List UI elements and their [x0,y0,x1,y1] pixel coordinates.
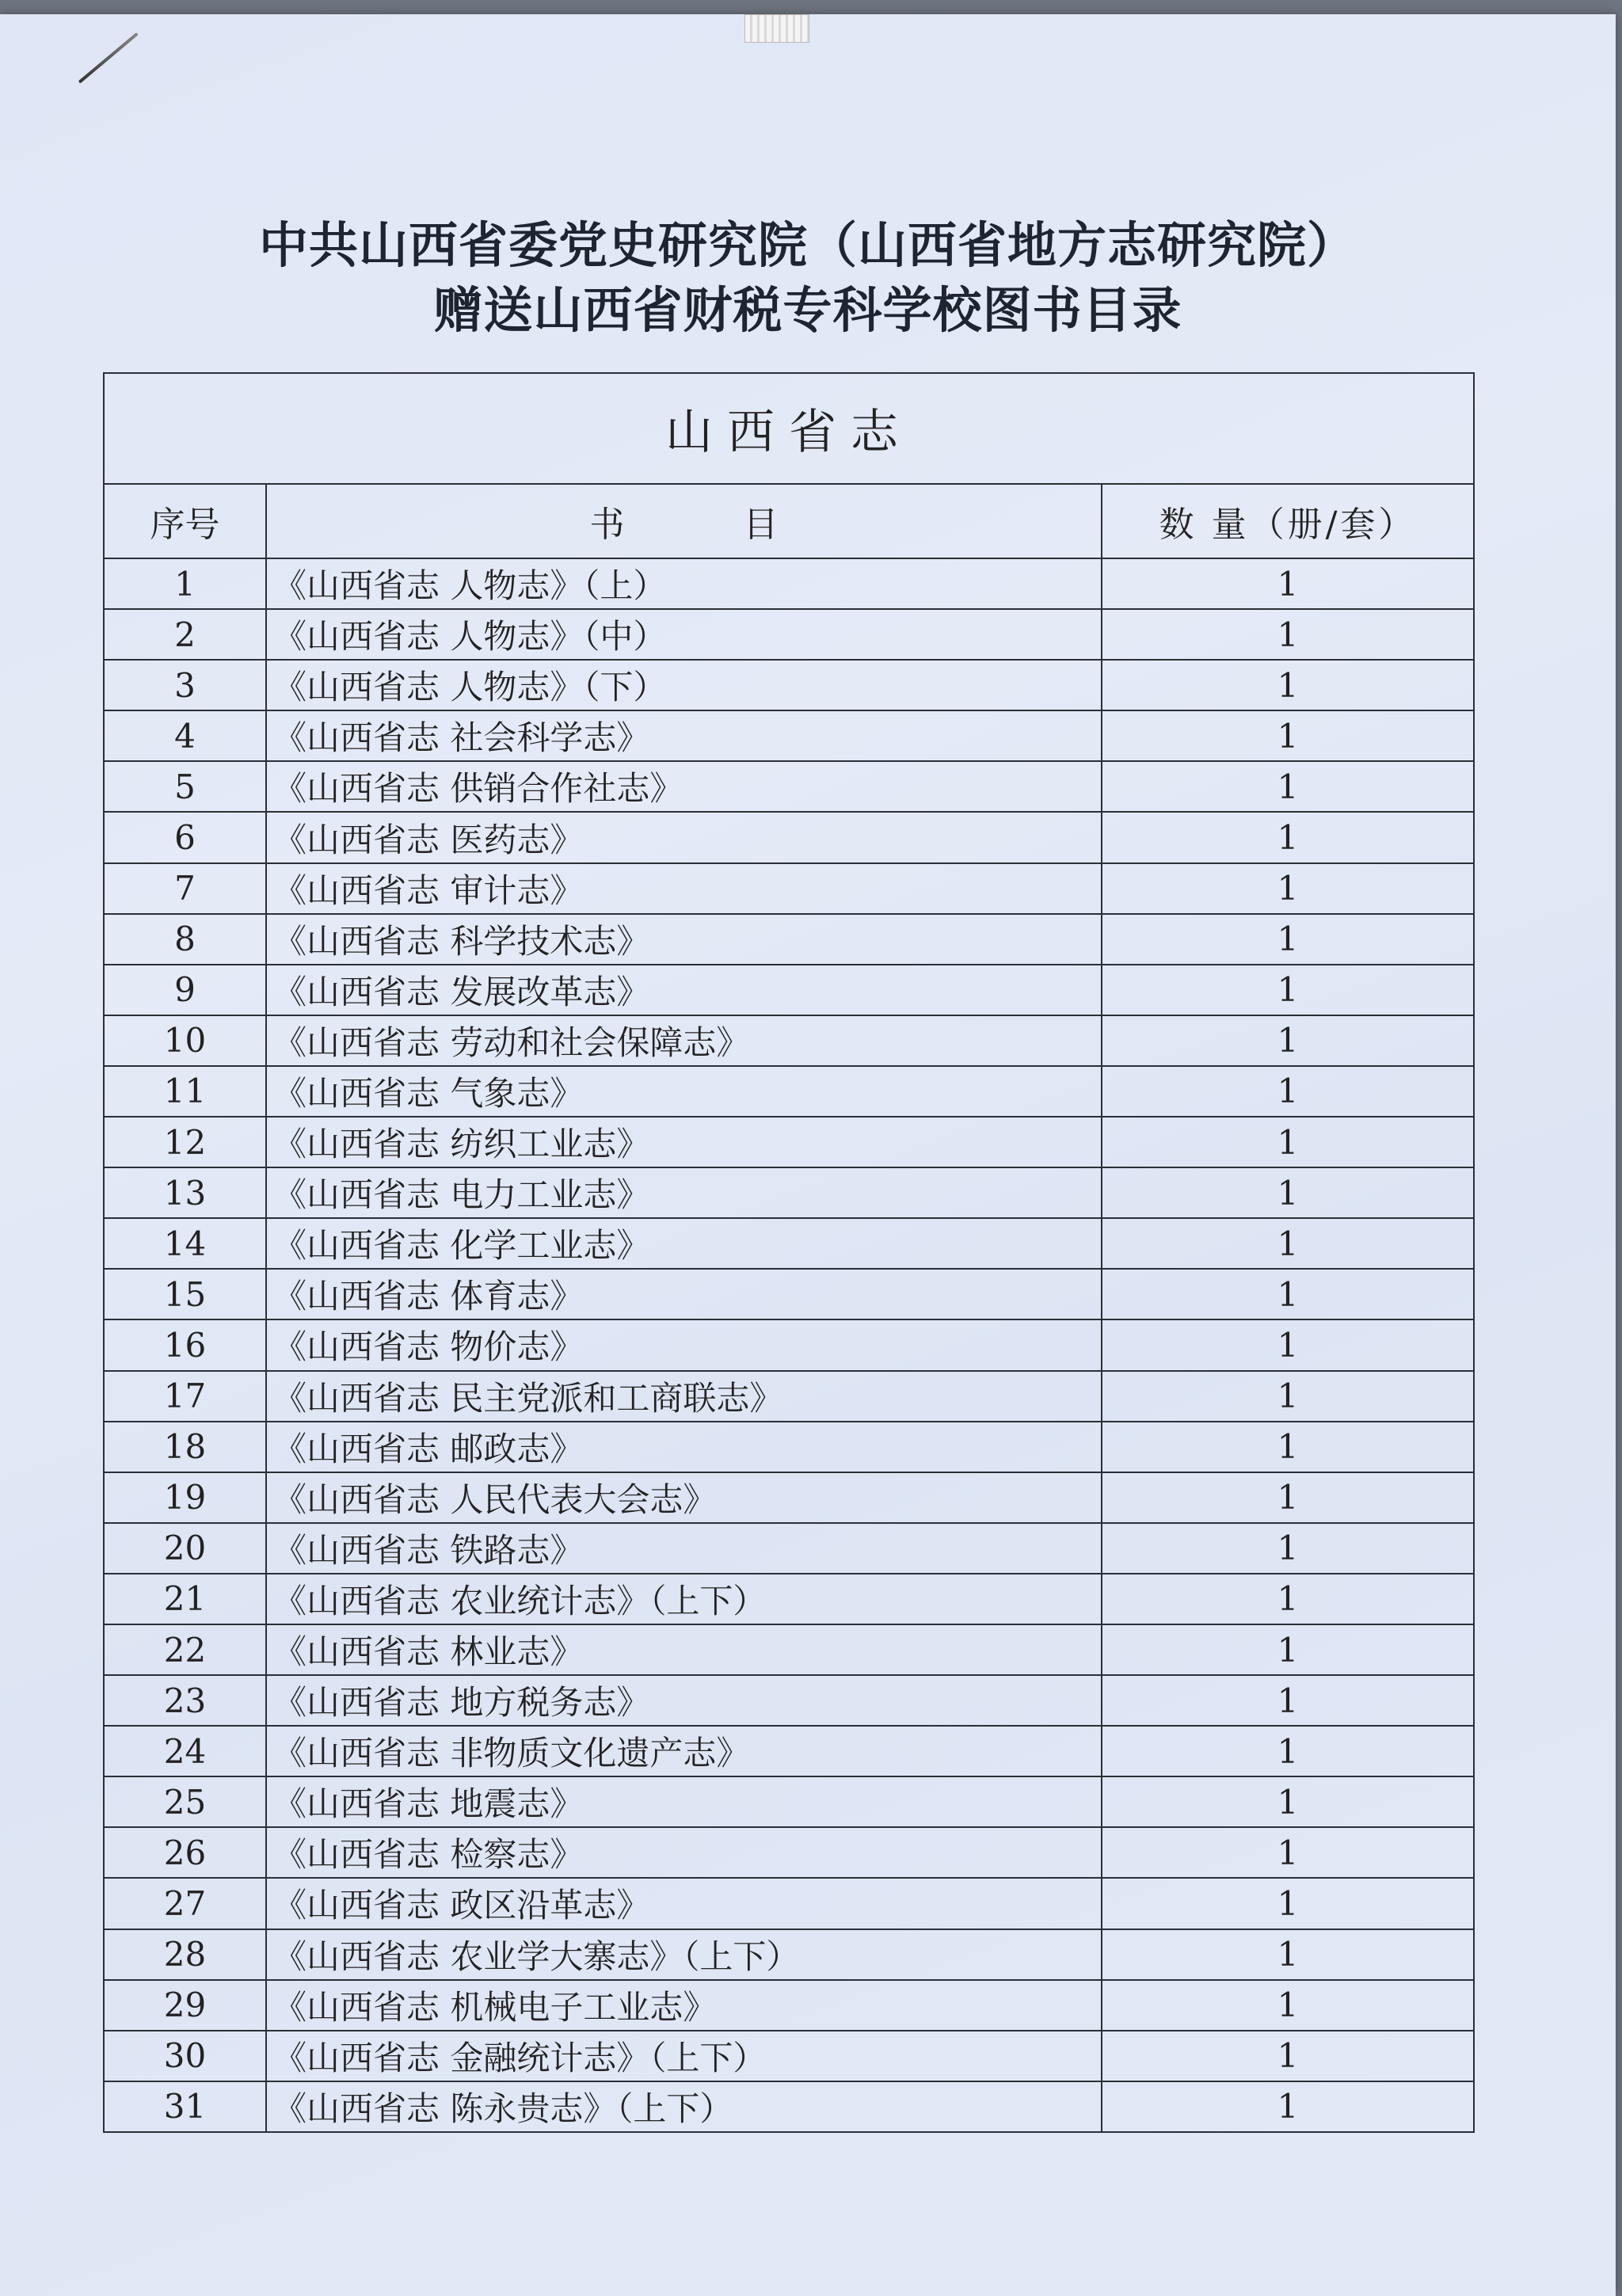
book-title: 《山西省志 审计志》 [266,863,1102,914]
row-number: 12 [104,1117,266,1167]
row-number: 28 [104,1929,266,1980]
table-row [104,1624,1474,1675]
book-quantity: 1 [1102,1574,1474,1624]
book-quantity: 1 [1102,1878,1474,1929]
book-quantity: 1 [1102,965,1474,1015]
row-number: 1 [104,558,266,609]
row-number: 9 [104,965,266,1015]
table-row [104,914,1474,965]
book-title: 《山西省志 化学工业志》 [266,1218,1102,1269]
staple-pin [78,32,139,84]
document-page [0,14,1616,2296]
book-quantity: 1 [1102,609,1474,660]
book-quantity: 1 [1102,1269,1474,1319]
book-quantity: 1 [1102,1015,1474,1066]
table-row [104,1827,1474,1878]
table-row [104,1371,1474,1422]
table-row [104,558,1474,609]
column-header-row [104,484,1474,558]
book-quantity: 1 [1102,1066,1474,1117]
column-header-title: 书目 [266,484,1102,558]
book-quantity: 1 [1102,1523,1474,1574]
book-title: 《山西省志 纺织工业志》 [266,1117,1102,1167]
row-number: 26 [104,1827,266,1878]
row-number: 13 [104,1167,266,1218]
table-row [104,1218,1474,1269]
table-row [104,1929,1474,1980]
table-row [104,1015,1474,1066]
book-quantity: 1 [1102,558,1474,609]
column-header-qty: 数 量（册/套） [1102,484,1474,558]
row-number: 24 [104,1726,266,1776]
row-number: 31 [104,2081,266,2132]
table-row [104,609,1474,660]
book-quantity: 1 [1102,1776,1474,1827]
book-list-table [103,372,1475,2133]
row-number: 22 [104,1624,266,1675]
row-number: 3 [104,660,266,710]
row-number: 20 [104,1523,266,1574]
row-number: 2 [104,609,266,660]
table-row [104,1980,1474,2031]
table-row [104,1675,1474,1726]
table-row [104,2081,1474,2132]
book-quantity: 1 [1102,1929,1474,1980]
table-row [104,1523,1474,1574]
row-number: 5 [104,761,266,812]
book-quantity: 1 [1102,710,1474,761]
book-title: 《山西省志 医药志》 [266,812,1102,862]
table-row [104,1574,1474,1624]
document-title-line-1: 中共山西省委党史研究院（山西省地方志研究院） [258,216,1357,274]
row-number: 15 [104,1269,266,1319]
packing-strap [744,14,809,43]
book-title: 《山西省志 邮政志》 [266,1422,1102,1472]
row-number: 21 [104,1574,266,1624]
row-number: 18 [104,1422,266,1472]
book-title: 《山西省志 发展改革志》 [266,965,1102,1015]
table-row [104,812,1474,862]
book-quantity: 1 [1102,1319,1474,1370]
row-number: 17 [104,1371,266,1422]
book-quantity: 1 [1102,1624,1474,1675]
table-row [104,2031,1474,2081]
table-row [104,1117,1474,1167]
table-row [104,660,1474,710]
book-title: 《山西省志 地震志》 [266,1776,1102,1827]
book-title: 《山西省志 农业统计志》（上下） [266,1574,1102,1624]
row-number: 23 [104,1675,266,1726]
book-quantity: 1 [1102,812,1474,862]
book-quantity: 1 [1102,1117,1474,1167]
table-row [104,1472,1474,1523]
table-body [104,558,1474,2132]
book-quantity: 1 [1102,1726,1474,1776]
row-number: 8 [104,914,266,965]
table-row [104,965,1474,1015]
table-row [104,710,1474,761]
book-title: 《山西省志 地方税务志》 [266,1675,1102,1726]
book-quantity: 1 [1102,1472,1474,1523]
book-title: 《山西省志 非物质文化遗产志》 [266,1726,1102,1776]
table-row [104,1066,1474,1117]
book-title: 《山西省志 检察志》 [266,1827,1102,1878]
book-quantity: 1 [1102,1218,1474,1269]
book-quantity: 1 [1102,1827,1474,1878]
book-quantity: 1 [1102,2031,1474,2081]
table-row [104,1878,1474,1929]
row-number: 6 [104,812,266,862]
book-quantity: 1 [1102,660,1474,710]
row-number: 10 [104,1015,266,1066]
table-row [104,761,1474,812]
book-title: 《山西省志 劳动和社会保障志》 [266,1015,1102,1066]
book-title: 《山西省志 供销合作社志》 [266,761,1102,812]
table-row [104,1726,1474,1776]
book-title: 《山西省志 陈永贵志》（上下） [266,2081,1102,2132]
book-title: 《山西省志 电力工业志》 [266,1167,1102,1218]
table-row [104,1776,1474,1827]
row-number: 16 [104,1319,266,1370]
book-title: 《山西省志 林业志》 [266,1624,1102,1675]
book-title: 《山西省志 社会科学志》 [266,710,1102,761]
row-number: 4 [104,710,266,761]
document-title-line-2: 赠送山西省财税专科学校图书目录 [433,281,1182,339]
book-quantity: 1 [1102,1371,1474,1422]
table-row [104,1422,1474,1472]
book-title: 《山西省志 物价志》 [266,1319,1102,1370]
row-number: 11 [104,1066,266,1117]
book-quantity: 1 [1102,863,1474,914]
book-quantity: 1 [1102,1167,1474,1218]
book-quantity: 1 [1102,1675,1474,1726]
table-row [104,1319,1474,1370]
row-number: 30 [104,2031,266,2081]
book-title: 《山西省志 金融统计志》（上下） [266,2031,1102,2081]
book-quantity: 1 [1102,914,1474,965]
table-row [104,1269,1474,1319]
table-row [104,863,1474,914]
book-title: 《山西省志 民主党派和工商联志》 [266,1371,1102,1422]
book-title: 《山西省志 农业学大寨志》（上下） [266,1929,1102,1980]
book-title: 《山西省志 政区沿革志》 [266,1878,1102,1929]
row-number: 27 [104,1878,266,1929]
book-quantity: 1 [1102,761,1474,812]
book-title: 《山西省志 科学技术志》 [266,914,1102,965]
book-quantity: 1 [1102,1422,1474,1472]
row-number: 14 [104,1218,266,1269]
book-quantity: 1 [1102,2081,1474,2132]
book-title: 《山西省志 铁路志》 [266,1523,1102,1574]
book-title: 《山西省志 体育志》 [266,1269,1102,1319]
book-title: 《山西省志 人物志》（中） [266,609,1102,660]
row-number: 19 [104,1472,266,1523]
row-number: 29 [104,1980,266,2031]
book-quantity: 1 [1102,1980,1474,2031]
book-title: 《山西省志 机械电子工业志》 [266,1980,1102,2031]
section-header-row [104,373,1474,484]
row-number: 7 [104,863,266,914]
book-title: 《山西省志 人物志》（下） [266,660,1102,710]
section-title: 山西省志 [104,373,1474,484]
book-title: 《山西省志 气象志》 [266,1066,1102,1117]
book-title: 《山西省志 人民代表大会志》 [266,1472,1102,1523]
table-row [104,1167,1474,1218]
column-header-no: 序号 [104,484,266,558]
row-number: 25 [104,1776,266,1827]
book-title: 《山西省志 人物志》（上） [266,558,1102,609]
